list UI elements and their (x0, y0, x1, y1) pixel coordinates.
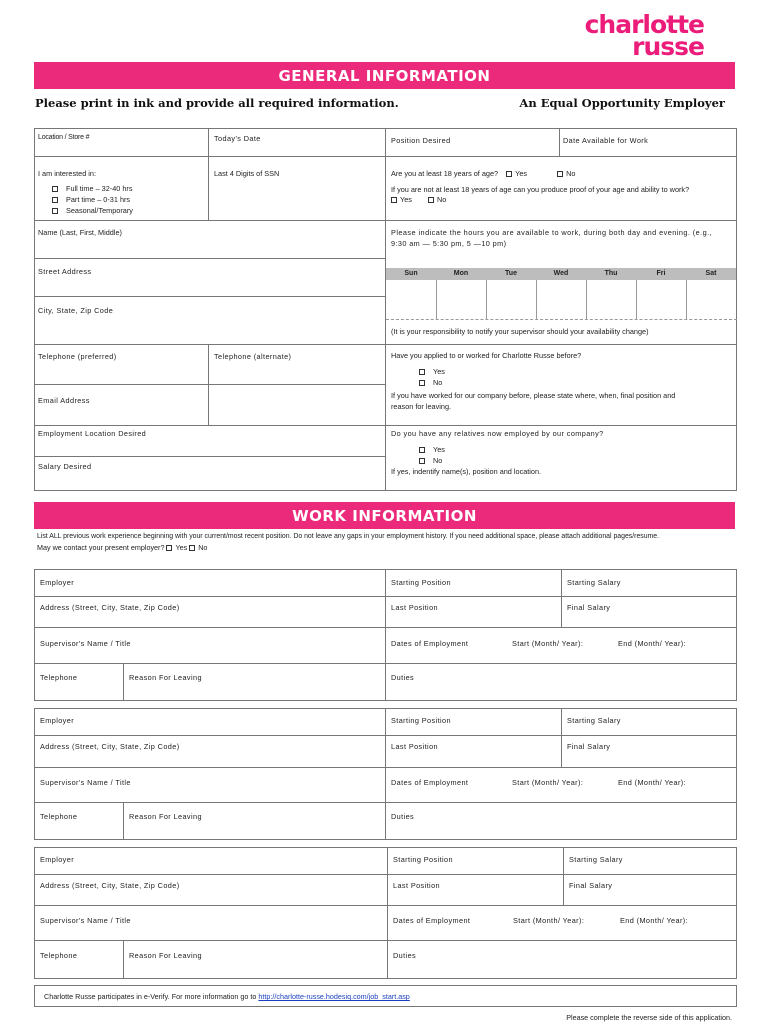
seasonal-option[interactable]: Seasonal/Temporary (52, 206, 133, 215)
worked-before-text-2: reason for leaving. (391, 402, 452, 411)
instructions-text: Please print in ink and provide all required information. (35, 96, 399, 110)
logo-line2: russe (632, 32, 704, 61)
full-time-option[interactable]: Full time – 32-40 hrs (52, 184, 133, 193)
day-header-fri: Fri (636, 268, 686, 280)
contact-yes-checkbox[interactable] (166, 545, 172, 551)
last-position-label: Last Position (391, 603, 438, 612)
address-label: Address (Street, City, State, Zip Code) (40, 881, 180, 890)
end-date-label: End (Month/ Year): (620, 916, 689, 925)
contact-yes-option[interactable]: Yes (166, 543, 187, 552)
salary-desired-label: Salary Desired (38, 462, 92, 471)
general-info-title: GENERAL INFORMATION (278, 67, 491, 85)
part-time-option[interactable]: Part time – 0-31 hrs (52, 195, 130, 204)
applied-yes-checkbox[interactable] (419, 369, 425, 375)
last-position-label: Last Position (393, 881, 440, 890)
employer-label: Employer (40, 716, 75, 725)
hours-instructions-1: Please indicate the hours you are available to work, during both day and evening. (e.g., (391, 228, 713, 237)
address-label: Address (Street, City, State, Zip Code) (40, 603, 180, 612)
day-header-sat: Sat (686, 268, 736, 280)
applied-yes-option[interactable]: Yes (419, 367, 445, 376)
starting-salary-label: Starting Salary (569, 855, 623, 864)
employment-location-label: Employment Location Desired (38, 429, 147, 438)
age-yes-checkbox[interactable] (506, 171, 512, 177)
day-header-mon: Mon (436, 268, 486, 280)
contact-no-option[interactable]: No (189, 543, 207, 552)
telephone-label: Telephone (40, 673, 78, 682)
last4-ssn-label: Last 4 Digits of SSN (214, 169, 280, 178)
availability-note: (It is your responsibility to notify your supervisor should your availability change) (391, 327, 649, 336)
supervisor-label: Supervisor's Name / Title (40, 916, 131, 925)
last-position-label: Last Position (391, 742, 438, 751)
employer-label: Employer (40, 855, 75, 864)
relatives-no-checkbox[interactable] (419, 458, 425, 464)
final-salary-label: Final Salary (569, 881, 613, 890)
telephone-label: Telephone (40, 812, 78, 821)
starting-position-label: Starting Position (391, 716, 451, 725)
position-desired-label: Position Desired (391, 136, 451, 145)
worked-before-text-1: If you have worked for our company before, please state where, when, final position and (391, 391, 676, 400)
proof-options (391, 195, 446, 204)
end-date-label: End (Month/ Year): (618, 639, 687, 648)
duties-label: Duties (391, 673, 415, 682)
telephone-preferred-label: Telephone (preferred) (38, 352, 117, 361)
reverse-side-note: Please complete the reverse side of this application. (566, 1013, 732, 1022)
applied-no-checkbox[interactable] (419, 380, 425, 386)
name-label: Name (Last, First, Middle) (38, 228, 122, 237)
day-header-sun: Sun (386, 268, 436, 280)
address-label: Address (Street, City, State, Zip Code) (40, 742, 180, 751)
work-info-title: WORK INFORMATION (292, 507, 477, 525)
interested-in-label: I am interested in: (38, 169, 96, 178)
reason-leaving-label: Reason For Leaving (129, 812, 202, 821)
work-intro-text: List ALL previous work experience beginning with your current/most recent position. Do not leave any gaps in your employment history. If you need additional space, please attach additional pages/resume. (37, 533, 660, 540)
relatives-identify-text: If yes, indentify name(s), position and location. (391, 467, 542, 476)
end-date-label: End (Month/ Year): (618, 778, 687, 787)
starting-salary-label: Starting Salary (567, 716, 621, 725)
contact-no-checkbox[interactable] (189, 545, 195, 551)
proof-question: If you are not at least 18 years of age can you produce proof of your age and ability to work? (391, 185, 690, 194)
day-header-thu: Thu (586, 268, 636, 280)
day-header-wed: Wed (536, 268, 586, 280)
supervisor-label: Supervisor's Name / Title (40, 639, 131, 648)
age-no-checkbox[interactable] (557, 171, 563, 177)
employer-label: Employer (40, 578, 75, 587)
applied-before-question: Have you applied to or worked for Charlotte Russe before? (391, 351, 582, 360)
starting-salary-label: Starting Salary (567, 578, 621, 587)
proof-no-checkbox[interactable] (428, 197, 434, 203)
telephone-label: Telephone (40, 951, 78, 960)
city-state-zip-label: City, State, Zip Code (38, 306, 114, 315)
age-question: Are you at least 18 years of age? Yes No (391, 169, 576, 178)
proof-no-option[interactable]: No (428, 195, 446, 204)
relatives-yes-checkbox[interactable] (419, 447, 425, 453)
reason-leaving-label: Reason For Leaving (129, 951, 202, 960)
supervisor-label: Supervisor's Name / Title (40, 778, 131, 787)
duties-label: Duties (393, 951, 417, 960)
starting-position-label: Starting Position (391, 578, 451, 587)
age-no-option[interactable]: No (557, 169, 575, 178)
final-salary-label: Final Salary (567, 603, 611, 612)
contact-present-employer: May we contact your present employer? Yes No (37, 543, 208, 552)
equal-opportunity-text: An Equal Opportunity Employer (519, 96, 725, 110)
dates-employment-label: Dates of Employment (391, 639, 469, 648)
everify-link[interactable]: http://charlotte-russe.hodesiq.com/job_start.asp (258, 992, 410, 1001)
relatives-no-option[interactable]: No (419, 456, 442, 465)
applied-no-option[interactable]: No (419, 378, 442, 387)
logo-line1: charlotte (584, 10, 704, 39)
todays-date-label: Today's Date (214, 134, 261, 143)
dates-employment-label: Dates of Employment (391, 778, 469, 787)
location-store-label: Location / Store # (38, 134, 90, 141)
start-date-label: Start (Month/ Year): (512, 778, 584, 787)
day-header-tue: Tue (486, 268, 536, 280)
work-info-header (34, 502, 735, 529)
seasonal-checkbox[interactable] (52, 208, 58, 214)
street-address-label: Street Address (38, 267, 92, 276)
email-address-label: Email Address (38, 396, 90, 405)
age-yes-option[interactable]: Yes (506, 169, 527, 178)
everify-text: Charlotte Russe participates in e-Verify. For more information go to http://charlotte-russe.hodesiq.com/job_start.asp (44, 992, 410, 1001)
full-time-checkbox[interactable] (52, 186, 58, 192)
start-date-label: Start (Month/ Year): (512, 639, 584, 648)
telephone-alternate-label: Telephone (alternate) (214, 352, 292, 361)
hours-instructions-2: 9:30 am — 5:30 pm, 5 —10 pm) (391, 239, 507, 248)
relatives-yes-option[interactable]: Yes (419, 445, 445, 454)
start-date-label: Start (Month/ Year): (513, 916, 585, 925)
duties-label: Duties (391, 812, 415, 821)
starting-position-label: Starting Position (393, 855, 453, 864)
final-salary-label: Final Salary (567, 742, 611, 751)
relatives-question: Do you have any relatives now employed by our company? (391, 429, 604, 438)
date-available-label: Date Available for Work (563, 136, 649, 145)
reason-leaving-label: Reason For Leaving (129, 673, 202, 682)
part-time-checkbox[interactable] (52, 197, 58, 203)
proof-yes-checkbox[interactable] (391, 197, 397, 203)
proof-yes-option[interactable]: Yes (391, 195, 412, 204)
general-info-header (34, 62, 735, 89)
dates-employment-label: Dates of Employment (393, 916, 471, 925)
charlotte-russe-logo (584, 10, 704, 61)
